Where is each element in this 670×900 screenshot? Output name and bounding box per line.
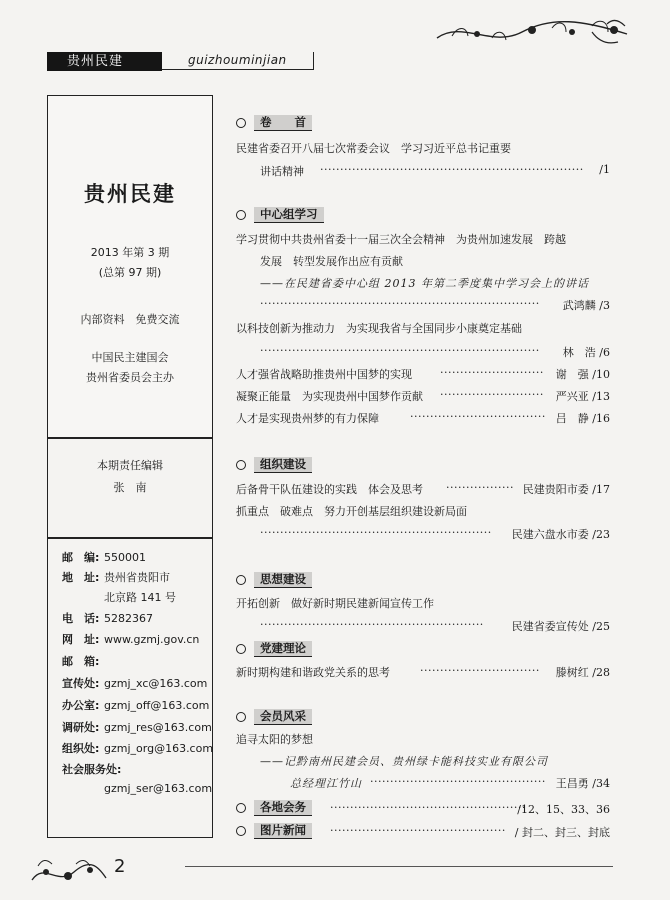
circle-bullet-icon <box>236 575 246 585</box>
leader-dots: ·························· <box>440 366 544 379</box>
leader-dots: ·································································· <box>320 163 584 176</box>
footer-rule <box>185 866 613 867</box>
circle-bullet-icon <box>236 826 246 836</box>
toc-entry-title[interactable]: 凝聚正能量 为实现贵州中国梦作贡献 <box>236 390 423 403</box>
toc-page-ref: 林 浩 /6 <box>562 346 610 359</box>
toc-entry-subtitle: 总经理江竹山 <box>290 777 362 790</box>
toc-entry-title[interactable]: 民建省委召开八届七次常委会议 学习习近平总书记重要 <box>236 142 511 155</box>
toc-entry-title[interactable]: 追寻太阳的梦想 <box>236 733 313 746</box>
contact-row: 北京路 141 号 <box>104 591 176 604</box>
organizer-line-2: 贵州省委员会主办 <box>86 371 174 384</box>
page-number: 2 <box>114 856 126 877</box>
contact-row: gzmj_ser@163.com <box>104 782 213 795</box>
contact-row: 邮 箱: <box>62 655 100 668</box>
contact-row: 网 址: www.gzmj.gov.cn <box>62 633 200 646</box>
toc-entry-title[interactable]: 抓重点 破难点 努力开创基层组织建设新局面 <box>236 505 467 518</box>
contact-row: 办公室: gzmj_off@163.com <box>62 699 210 712</box>
editor-name: 张 南 <box>113 481 147 494</box>
toc-page-ref: 吕 静 /16 <box>555 412 610 425</box>
contact-row: 地 址: 贵州省贵阳市 <box>62 571 170 584</box>
toc-entry-title[interactable]: 人才强省战略助推贵州中国梦的实现 <box>236 368 412 381</box>
issue-number: 2013 年第 3 期 <box>90 246 170 259</box>
leader-dots: ·························································· <box>260 526 492 539</box>
leader-dots: ······································································ <box>260 344 540 357</box>
magazine-title: 贵州民建 <box>84 182 176 206</box>
contact-row: 宣传处: gzmj_xc@163.com <box>62 677 208 690</box>
contact-row: 调研处: gzmj_res@163.com <box>62 721 212 734</box>
toc-entry-title[interactable]: 后备骨干队伍建设的实践 体会及思考 <box>236 483 423 496</box>
toc-page-ref: 严兴亚 /13 <box>555 390 610 403</box>
toc-page-ref: 武鸿麟 /3 <box>562 299 610 312</box>
circle-bullet-icon <box>236 460 246 470</box>
circle-bullet-icon <box>236 644 246 654</box>
contact-row: 社会服务处: <box>62 763 122 776</box>
leader-dots: ············································ <box>330 824 506 837</box>
toc-page-ref: 民建六盘水市委 /23 <box>511 528 610 541</box>
circle-bullet-icon <box>236 210 246 220</box>
contact-box <box>47 538 213 838</box>
toc-entry-subtitle: ——记黔南州民建会员、贵州绿卡能科技实业有限公司 <box>260 755 548 768</box>
toc-page-ref: / 封二、封三、封底 <box>514 826 610 839</box>
toc-page-ref: 滕树红 /28 <box>555 666 610 679</box>
toc-entry-title[interactable]: 开拓创新 做好新时期民建新闻宣传工作 <box>236 597 434 610</box>
toc-entry-title[interactable]: 讲话精神 <box>260 165 304 178</box>
circle-bullet-icon <box>236 803 246 813</box>
toc-entry-title[interactable]: 人才是实现贵州梦的有力保障 <box>236 412 379 425</box>
contact-row: 电 话: 5282367 <box>62 612 153 625</box>
header-magazine-pinyin: guizhouminjian <box>188 53 287 67</box>
leader-dots: ················································· <box>330 801 526 814</box>
circulation-note: 内部资料 免费交流 <box>80 313 180 326</box>
contact-row: 邮 编: 550001 <box>62 551 146 564</box>
contact-row: 组织处: gzmj_org@163.com <box>62 742 214 755</box>
circle-bullet-icon <box>236 712 246 722</box>
leader-dots: ············································ <box>370 775 546 788</box>
leader-dots: ·························· <box>440 388 544 401</box>
leader-dots: ·································· <box>410 410 546 423</box>
total-issue-number: (总第 97 期) <box>98 266 162 279</box>
circle-bullet-icon <box>236 118 246 128</box>
toc-page-ref: 王昌勇 /34 <box>555 777 610 790</box>
organizer-line-1: 中国民主建国会 <box>91 351 169 364</box>
editor-box <box>47 438 213 538</box>
leader-dots: ························································ <box>260 618 484 631</box>
toc-page-ref: /12、15、33、36 <box>517 803 610 816</box>
header-magazine-name: 贵州民建 <box>47 52 162 71</box>
toc-page-ref: 民建贵阳市委 /17 <box>522 483 610 496</box>
toc-entry-title[interactable]: 新时期构建和谐政党关系的思考 <box>236 666 390 679</box>
leader-dots: ······································································ <box>260 297 540 310</box>
leader-dots: ······························ <box>420 664 540 677</box>
leader-dots: ················· <box>446 481 514 494</box>
floral-ornament-icon <box>432 12 632 52</box>
toc-entry-title[interactable]: 发展 转型发展作出应有贡献 <box>260 255 403 268</box>
toc-entry-title[interactable]: 以科技创新为推动力 为实现我省与全国同步小康奠定基础 <box>236 322 522 335</box>
footer-floral-icon <box>28 852 108 886</box>
toc-page-ref: /1 <box>599 163 610 176</box>
masthead-box <box>47 95 213 438</box>
editor-label: 本期责任编辑 <box>97 459 163 472</box>
toc-entry-title[interactable]: 学习贯彻中共贵州省委十一届三次全会精神 为贵州加速发展 跨越 <box>236 233 566 246</box>
toc-entry-subtitle: ——在民建省委中心组 2013 年第二季度集中学习会上的讲话 <box>260 277 589 290</box>
toc-page-ref: 谢 强 /10 <box>555 368 610 381</box>
header-divider <box>313 52 314 70</box>
toc-page-ref: 民建省委宣传处 /25 <box>511 620 610 633</box>
